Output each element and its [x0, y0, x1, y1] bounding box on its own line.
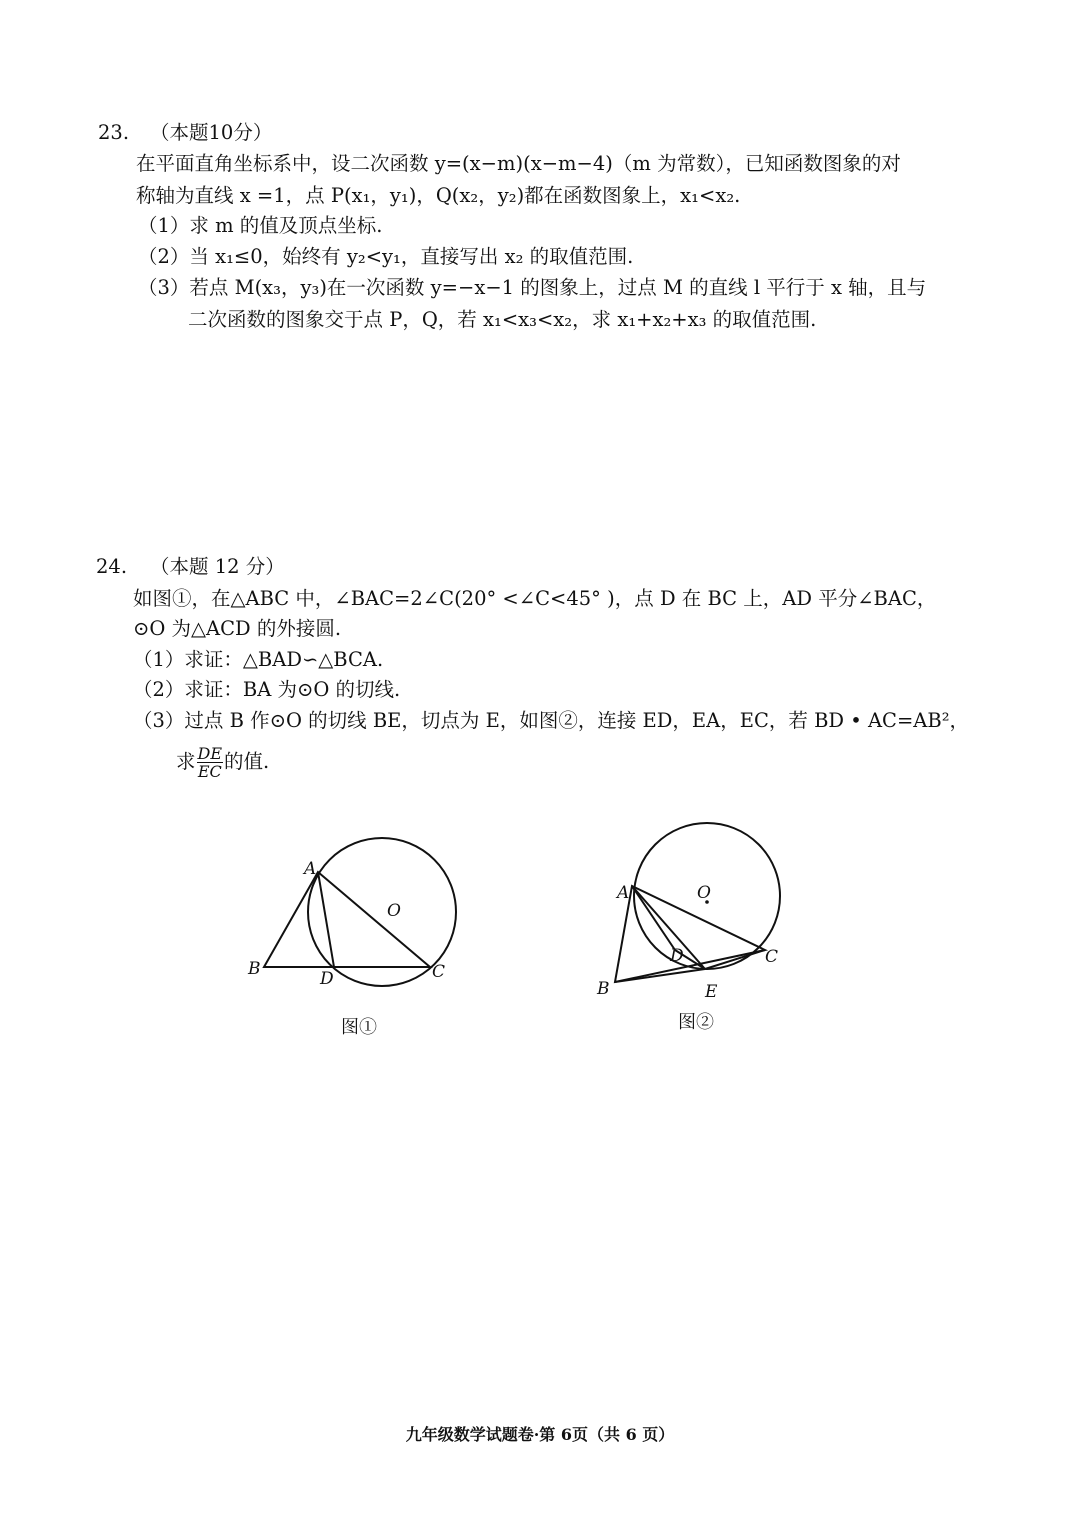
q23-part-1: （1）求 m 的值及顶点坐标.: [138, 214, 383, 237]
point-c-label: C: [432, 962, 446, 982]
q24-part-1: （1）求证：△BAD∽△BCA.: [133, 648, 384, 671]
q24-part-2: （2）求证：BA 为⊙O 的切线.: [133, 678, 401, 701]
q23-part-3-cont: 二次函数的图象交于点 P，Q，若 x₁<x₃<x₂，求 x₁+x₂+x₃ 的取值范围.: [188, 308, 817, 331]
q24-number: 24.: [96, 555, 128, 578]
point-b-label: B: [248, 959, 261, 979]
center-o-label-fig2: O: [697, 883, 711, 903]
figure-1-caption: 图①: [341, 1017, 377, 1038]
q24-line-2: ⊙O 为△ACD 的外接圆.: [133, 617, 342, 640]
q23-line-1: 在平面直角坐标系中，设二次函数 y=(x−m)(x−m−4)（m 为常数），已知函数图象的对: [136, 152, 901, 175]
page-footer: 九年级数学试题卷·第 6页（共 6 页）: [405, 1425, 675, 1444]
point-d-label-fig2: D: [670, 946, 684, 966]
segment-be: [615, 969, 705, 982]
point-a-label: A: [304, 859, 317, 879]
q23-part-3: （3）若点 M(x₃，y₃)在一次函数 y=−x−1 的图象上，过点 M 的直线 l 平行于 x 轴，且与: [138, 276, 927, 299]
fraction-numerator: DE: [197, 744, 223, 763]
q24-line-1: 如图①，在△ABC 中，∠BAC=2∠C(20° <∠C<45° )，点 D 在 BC 上，AD 平分∠BAC，: [133, 587, 937, 610]
q24-part-3: （3）过点 B 作⊙O 的切线 BE，切点为 E，如图②，连接 ED，EA，EC，若 BD • AC=AB²，: [133, 709, 970, 732]
center-o-label: O: [387, 901, 401, 921]
q23-part-2: （2）当 x₁≤0，始终有 y₂<y₁，直接写出 x₂ 的取值范围.: [138, 245, 634, 268]
fraction-de-ec: [197, 745, 224, 780]
figure-2: [585, 820, 795, 1005]
q24-part-3-cont: [176, 742, 269, 782]
segment-ae: [632, 886, 705, 969]
q24-last-prefix: 求: [176, 750, 196, 773]
figure-1: [240, 830, 480, 1000]
q23-number: 23.: [98, 121, 130, 144]
fraction-denominator: EC: [197, 762, 222, 781]
q23-line-2: 称轴为直线 x =1，点 P(x₁，y₁)，Q(x₂，y₂)都在函数图象上，x₁<x₂.: [136, 184, 741, 207]
figure-2-caption: 图②: [678, 1012, 714, 1033]
q24-last-suffix: 的值.: [224, 750, 270, 773]
point-a-label-fig2: A: [617, 883, 630, 903]
segment-ec: [705, 950, 765, 969]
triangle-abc: [264, 872, 430, 967]
point-b-label-fig2: B: [597, 979, 610, 999]
point-e-label-fig2: E: [705, 982, 718, 1002]
point-d-label: D: [320, 969, 334, 989]
point-c-label-fig2: C: [765, 947, 779, 967]
q23-header: （本题10分）: [150, 121, 273, 144]
q24-header: （本题 12 分）: [150, 555, 285, 578]
